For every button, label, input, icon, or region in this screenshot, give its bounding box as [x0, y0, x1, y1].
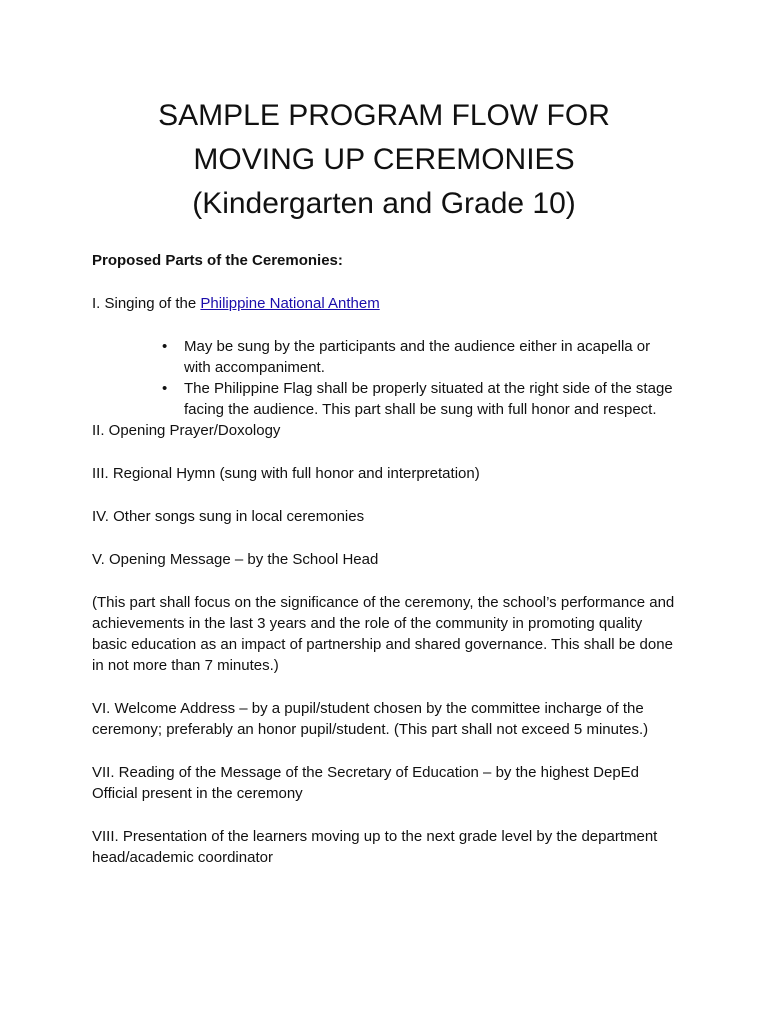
item-vii: VII. Reading of the Message of the Secretary of Education – by the highest DepEd Official present in the ceremony [92, 764, 640, 802]
title-line-2: MOVING UP CEREMONIES [193, 143, 575, 176]
item-iv: IV. Other songs sung in local ceremonies [92, 508, 365, 525]
item-i [92, 293, 676, 314]
item-iii: III. Regional Hymn (sung with full honor and interpretation) [92, 465, 480, 482]
document-title [92, 94, 676, 226]
section-heading: Proposed Parts of the Ceremonies: [92, 252, 343, 269]
item-ii: II. Opening Prayer/Doxology [92, 422, 281, 439]
bullet-icon: • [162, 380, 168, 397]
item-v-note: (This part shall focus on the significance of the ceremony, the school’s performance and achievements in the last 3 years and the role of the community in promoting quality basic education as an impact of partnership and shared governance. This shall be done in not more than 7 minutes.) [92, 594, 675, 674]
bullet-text: The Philippine Flag shall be properly situated at the right side of the stage facing the audience. This part shall be sung with full honor and respect. [184, 380, 673, 418]
item-i-text: I. Singing of the [92, 295, 201, 312]
list-item [162, 336, 676, 378]
list-item [162, 378, 676, 420]
bullet-icon: • [162, 338, 168, 355]
bullet-text: May be sung by the participants and the audience either in acapella or with accompaniment. [184, 338, 651, 376]
item-viii: VIII. Presentation of the learners moving up to the next grade level by the department head/academic coordinator [92, 828, 658, 866]
item-v: V. Opening Message – by the School Head [92, 551, 379, 568]
anthem-link[interactable]: Philippine National Anthem [200, 295, 380, 312]
item-vi: VI. Welcome Address – by a pupil/student chosen by the committee incharge of the ceremony; preferably an honor pupil/student. (This part shall not exceed 5 minutes.) [92, 700, 649, 738]
title-line-3: (Kindergarten and Grade 10) [192, 187, 576, 220]
anthem-bullet-list [92, 336, 676, 420]
title-line-1: SAMPLE PROGRAM FLOW FOR [158, 99, 610, 132]
